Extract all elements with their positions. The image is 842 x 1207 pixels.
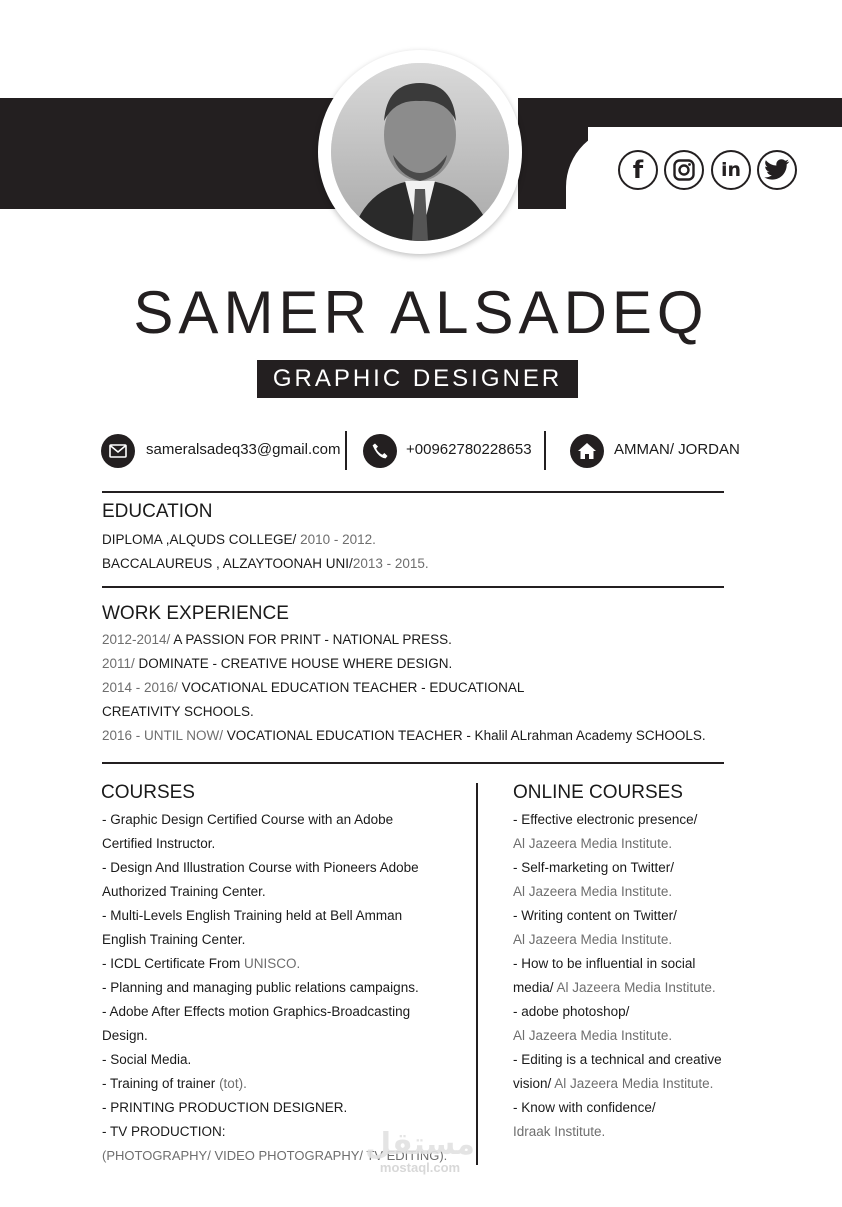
online-course-text: - Know with confidence/ bbox=[513, 1100, 656, 1115]
online-course-institute: Al Jazeera Media Institute. bbox=[513, 932, 673, 947]
online-course-institute: Al Jazeera Media Institute. bbox=[554, 1076, 714, 1091]
section-divider bbox=[102, 491, 724, 493]
course-text: - ICDL Certificate From bbox=[102, 956, 245, 971]
section-divider bbox=[102, 586, 724, 588]
course-line bbox=[102, 856, 467, 880]
work-description: A PASSION FOR PRINT - NATIONAL PRESS. bbox=[170, 632, 452, 647]
online-course-text: vision/ bbox=[513, 1076, 555, 1091]
online-course-institute: Al Jazeera Media Institute. bbox=[513, 884, 673, 899]
courses-list bbox=[102, 808, 467, 1168]
course-line bbox=[102, 1024, 467, 1048]
online-course-line bbox=[513, 1120, 833, 1144]
online-course-text: - How to be influential in social bbox=[513, 956, 696, 971]
course-line bbox=[102, 952, 467, 976]
education-degree: BACCALAUREUS , ALZAYTOONAH UNI/ bbox=[102, 556, 353, 571]
phone-icon bbox=[363, 434, 397, 468]
course-line bbox=[102, 880, 467, 904]
course-text: English Training Center. bbox=[102, 932, 246, 947]
courses-heading: COURSES bbox=[101, 782, 195, 803]
online-course-institute: Al Jazeera Media Institute. bbox=[556, 980, 716, 995]
work-dates: 2011/ bbox=[102, 656, 135, 671]
course-detail: (PHOTOGRAPHY/ VIDEO PHOTOGRAPHY/ TV EDITING). bbox=[102, 1148, 448, 1163]
linkedin-glyph: in bbox=[720, 159, 742, 181]
facebook-glyph: f bbox=[632, 156, 644, 184]
work-dates: 2012-2014/ bbox=[102, 632, 171, 647]
online-course-text: - Editing is a technical and creative bbox=[513, 1052, 722, 1067]
work-description: CREATIVITY SCHOOLS. bbox=[102, 704, 254, 719]
education-list bbox=[102, 528, 429, 576]
course-text: - TV PRODUCTION: bbox=[102, 1124, 226, 1139]
course-text: - Adobe After Effects motion Graphics-Broadcasting bbox=[102, 1004, 411, 1019]
online-course-text: - Self-marketing on Twitter/ bbox=[513, 860, 675, 875]
course-line bbox=[102, 1000, 467, 1024]
online-courses-list bbox=[513, 808, 833, 1144]
contact-phone[interactable]: +00962780228653 bbox=[406, 441, 532, 458]
online-course-line bbox=[513, 1048, 833, 1072]
course-text: Authorized Training Center. bbox=[102, 884, 266, 899]
course-detail: UNISCO. bbox=[244, 956, 301, 971]
contact-divider bbox=[544, 431, 546, 470]
course-text: - Training of trainer bbox=[102, 1076, 220, 1091]
education-item bbox=[102, 528, 429, 552]
email-icon bbox=[101, 434, 135, 468]
linkedin-icon[interactable] bbox=[711, 150, 751, 190]
course-text: - Social Media. bbox=[102, 1052, 192, 1067]
education-years: 2013 - 2015. bbox=[352, 556, 429, 571]
online-course-line bbox=[513, 808, 833, 832]
work-list bbox=[102, 628, 706, 748]
twitter-icon[interactable] bbox=[757, 150, 797, 190]
online-course-text: media/ bbox=[513, 980, 557, 995]
online-course-text: - Effective electronic presence/ bbox=[513, 812, 698, 827]
online-course-line bbox=[513, 832, 833, 856]
online-course-line bbox=[513, 952, 833, 976]
online-course-institute: Al Jazeera Media Institute. bbox=[513, 836, 673, 851]
online-course-line bbox=[513, 976, 833, 1000]
online-course-line bbox=[513, 1024, 833, 1048]
education-item bbox=[102, 552, 429, 576]
course-line bbox=[102, 1048, 467, 1072]
education-degree: DIPLOMA ,ALQUDS COLLEGE/ bbox=[102, 532, 297, 547]
work-item bbox=[102, 652, 706, 676]
online-course-line bbox=[513, 1096, 833, 1120]
job-title: GRAPHIC DESIGNER bbox=[272, 365, 563, 392]
work-dates: 2016 - UNTIL NOW/ bbox=[102, 728, 224, 743]
course-line bbox=[102, 904, 467, 928]
course-line bbox=[102, 1072, 467, 1096]
work-item bbox=[102, 700, 706, 724]
education-years: 2010 - 2012. bbox=[296, 532, 376, 547]
watermark bbox=[365, 1127, 475, 1175]
online-course-text: - adobe photoshop/ bbox=[513, 1004, 630, 1019]
course-text: - Graphic Design Certified Course with an Adobe bbox=[102, 812, 394, 827]
online-course-line bbox=[513, 904, 833, 928]
facebook-icon[interactable] bbox=[618, 150, 658, 190]
online-course-line bbox=[513, 928, 833, 952]
course-text: Design. bbox=[102, 1028, 148, 1043]
course-text: - Planning and managing public relations campaigns. bbox=[102, 980, 419, 995]
course-line bbox=[102, 808, 467, 832]
contact-divider bbox=[345, 431, 347, 470]
course-line bbox=[102, 976, 467, 1000]
online-course-line bbox=[513, 880, 833, 904]
course-text: - PRINTING PRODUCTION DESIGNER. bbox=[102, 1100, 348, 1115]
work-dates: 2014 - 2016/ bbox=[102, 680, 178, 695]
course-detail: (tot). bbox=[219, 1076, 247, 1091]
column-divider bbox=[476, 783, 478, 1165]
education-heading: EDUCATION bbox=[102, 501, 213, 522]
work-description: DOMINATE - CREATIVE HOUSE WHERE DESIGN. bbox=[134, 656, 453, 671]
watermark-arabic: مستقل bbox=[365, 1127, 475, 1162]
course-text: Certified Instructor. bbox=[102, 836, 216, 851]
contact-location: AMMAN/ JORDAN bbox=[614, 441, 740, 458]
course-text: - Multi-Levels English Training held at Bell Amman bbox=[102, 908, 403, 923]
work-item bbox=[102, 676, 706, 700]
home-icon bbox=[570, 434, 604, 468]
profile-photo bbox=[331, 63, 509, 241]
online-course-institute: Idraak Institute. bbox=[513, 1124, 606, 1139]
full-name: SAMER ALSADEQ bbox=[133, 279, 709, 346]
online-course-line bbox=[513, 1072, 833, 1096]
work-item bbox=[102, 724, 706, 748]
work-heading: WORK EXPERIENCE bbox=[102, 603, 289, 624]
course-line bbox=[102, 928, 467, 952]
course-line bbox=[102, 832, 467, 856]
online-course-line bbox=[513, 856, 833, 880]
watermark-latin: mostaql.com bbox=[379, 1160, 461, 1175]
course-text: - Design And Illustration Course with Pioneers Adobe bbox=[102, 860, 419, 875]
header-band-cutout bbox=[566, 127, 842, 247]
instagram-icon[interactable] bbox=[664, 150, 704, 190]
course-line bbox=[102, 1096, 467, 1120]
online-course-text: - Writing content on Twitter/ bbox=[513, 908, 677, 923]
online-course-line bbox=[513, 1000, 833, 1024]
work-description: VOCATIONAL EDUCATION TEACHER - Khalil ALrahman Academy SCHOOLS. bbox=[223, 728, 706, 743]
work-item bbox=[102, 628, 706, 652]
online-courses-heading: ONLINE COURSES bbox=[513, 782, 683, 803]
section-divider bbox=[102, 762, 724, 764]
work-description: VOCATIONAL EDUCATION TEACHER - EDUCATIONAL bbox=[177, 680, 525, 695]
online-course-institute: Al Jazeera Media Institute. bbox=[513, 1028, 673, 1043]
contact-email[interactable]: sameralsadeq33@gmail.com bbox=[146, 441, 341, 458]
